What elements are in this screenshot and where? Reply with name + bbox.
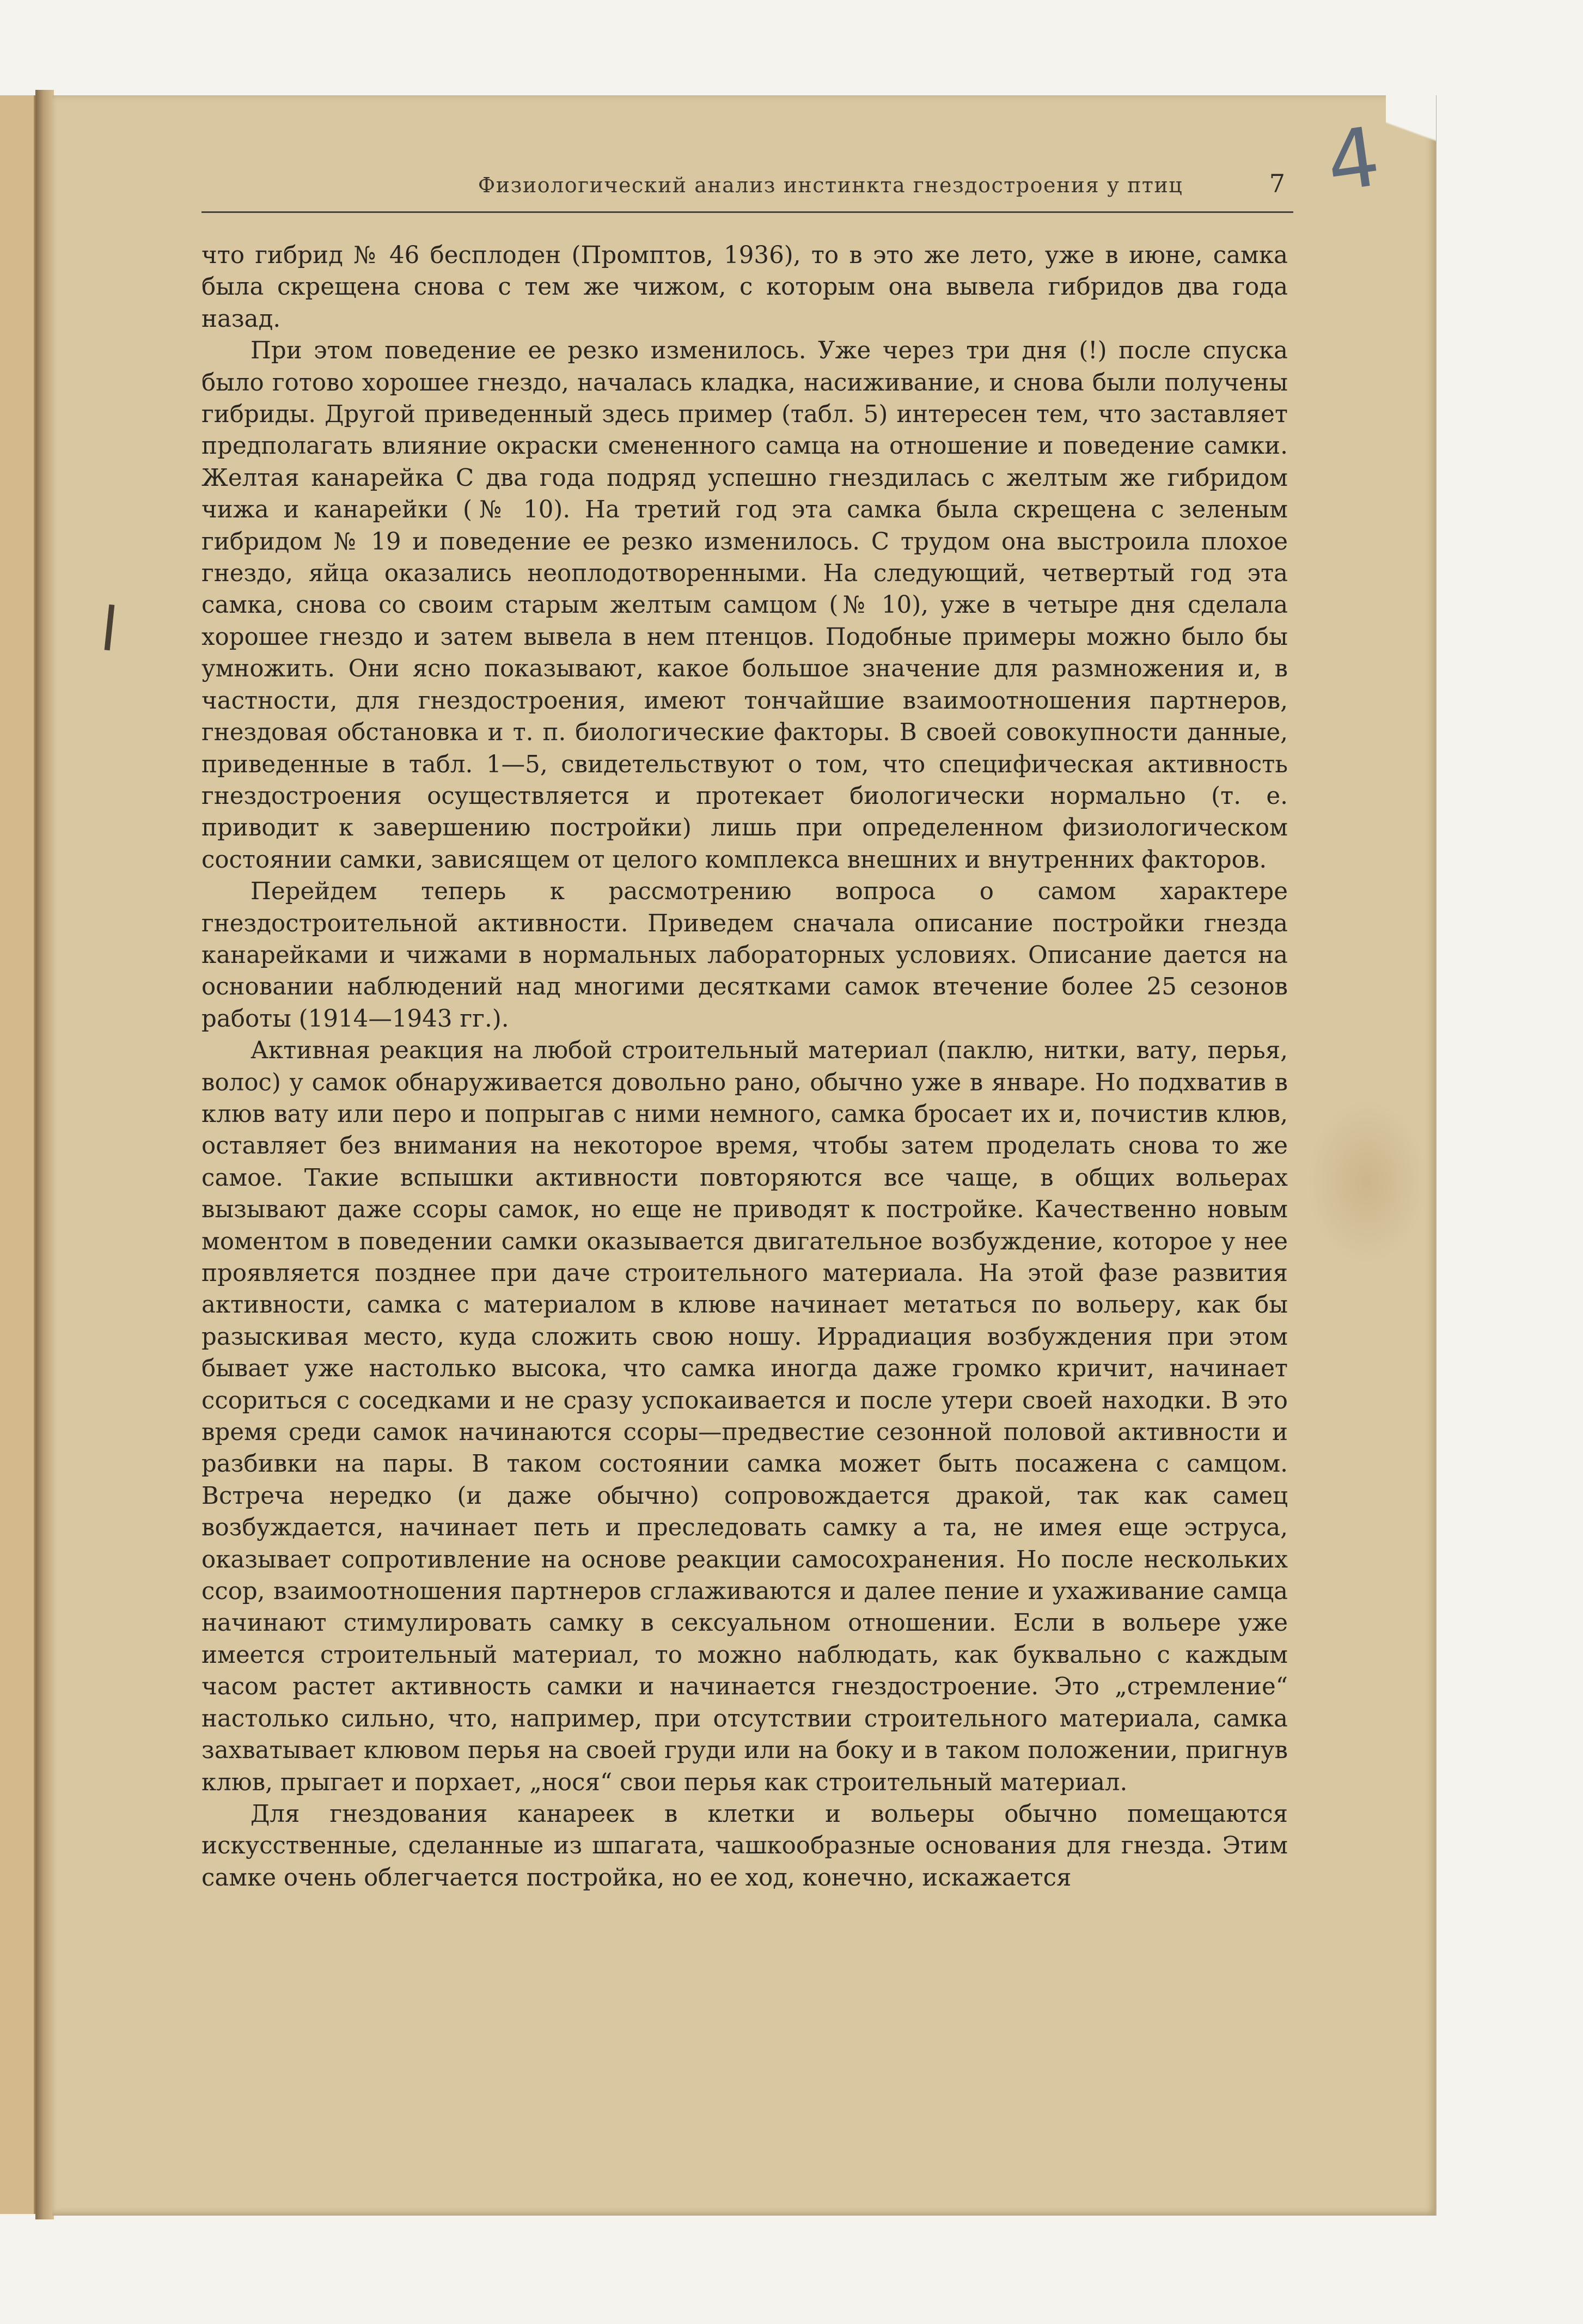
paragraph: что гибрид № 46 бесплоден (Промптов, 1936), то в это же лето, уже в июне, самка была скрещена снова с тем же чижом, с которым она вывела гибридов два года назад. bbox=[201, 242, 1288, 333]
previous-page-edge bbox=[0, 95, 35, 2214]
page-number: 7 bbox=[1269, 169, 1285, 198]
paper-stain bbox=[1307, 1100, 1427, 1264]
handwritten-folio-number: 4 bbox=[1321, 109, 1386, 211]
paragraph: Для гнездования канареек в клетки и вольеры обычно помещаются искусственные, сделанные из шпагата, чашкообразные основания для гнезда. Этим самке очень облегчается постройка, но ее ход, конечно, искажается bbox=[201, 1800, 1288, 1892]
paragraph: Перейдем теперь к рассмотрению вопроса о самом характере гнездостроительной активности. Приведем сначала описание постройки гнезда канарейками и чижами в нормальных лабораторных условиях. Описание дается на основании наблюдений над многими десятками самок втечение более 25 сезонов работы (1914—1943 гг.). bbox=[201, 878, 1288, 1033]
running-title: Физиологический анализ инстинкта гнездостроения у птиц bbox=[478, 173, 1183, 197]
paragraph: Активная реакция на любой строительный материал (паклю, нитки, вату, перья, волос) у самок обнаруживается довольно рано, обычно уже в январе. Но подхватив в клюв вату или перо и попрыгав с ними немного, самка бросает их и, почистив клюв, оставляет без внимания на некоторое время, чтобы затем проделать снова то же самое. Такие вспышки активности повторяются все чаще, в общих вольерах вызывают даже ссоры самок, но еще не приводят к постройке. Качественно новым моментом в поведении самки оказывается двигательное возбуждение, которое у нее проявляется позднее при даче строительного материала. На этой фазе развития активности, самка с материалом в клюве начинает метаться по вольеру, как бы разыскивая место, куда сложить свою ношу. Иррадиация возбуждения при этом бывает уже настолько высока, что самка иногда даже громко кричит, начинает ссориться с соседками и не сразу успокаивается и после утери своей находки. В это время среди самок начинаются ссоры—предвестие сезонной половой активности и разбивки на пары. В таком состоянии самка может быть посажена с самцом. Встреча нередко (и даже обычно) сопровождается дракой, так как самец возбуждается, начинает петь и преследовать самку а та, не имея еще эструса, оказывает сопротивление на основе реакции самосохранения. Но после нескольких ссор, взаимоотношения партнеров сглаживаются и далее пение и ухаживание самца начинают стимулировать самку в сексуальном отношении. Если в вольере уже имеется строительный материал, то можно наблюдать, как буквально с каждым часом растет активность самки и начинается гнездостроение. Это „стремление“ настолько сильно, что, например, при отсутствии строительного материала, самка захватывает клювом перья на своей груди или на боку и в таком положении, пригнув клюв, прыгает и порхает, „нося“ свои перья как строительный материал. bbox=[201, 1037, 1288, 1796]
body-text bbox=[201, 240, 1288, 2113]
book-gutter bbox=[35, 90, 54, 2219]
paragraph: При этом поведение ее резко изменилось. Уже через три дня (!) после спуска было готово хорошее гнездо, началась кладка, насиживание, и снова были получены гибриды. Другой приведенный здесь пример (табл. 5) интересен тем, что заставляет предполагать влияние окраски смененного самца на отношение и поведение самки. Желтая канарейка С два года подряд успешно гнездилась с желтым же гибридом чижа и канарейки (№ 10). На третий год эта самка была скрещена с зеленым гибридом № 19 и поведение ее резко изменилось. С трудом она выстроила плохое гнездо, яйца оказались неоплодотворенными. На следующий, четвертый год эта самка, снова со своим старым желтым самцом (№ 10), уже в четыре дня сделала хорошее гнездо и затем вывела в нем птенцов. Подобные примеры можно было бы умножить. Они ясно показывают, какое большое значение для размножения и, в частности, для гнездостроения, имеют тончайшие взаимоотношения партнеров, гнездовая обстановка и т. п. биологические факторы. В своей совокупности данные, приведенные в табл. 1—5, свидетельствуют о том, что специфическая активность гнездостроения осуществляется и протекает биологически нормально (т. е. приводит к завершению постройки) лишь при определенном физиологическом состоянии самки, зависящем от целого комплекса внешних и внутренних факторов. bbox=[201, 337, 1288, 874]
header-rule bbox=[201, 211, 1293, 213]
